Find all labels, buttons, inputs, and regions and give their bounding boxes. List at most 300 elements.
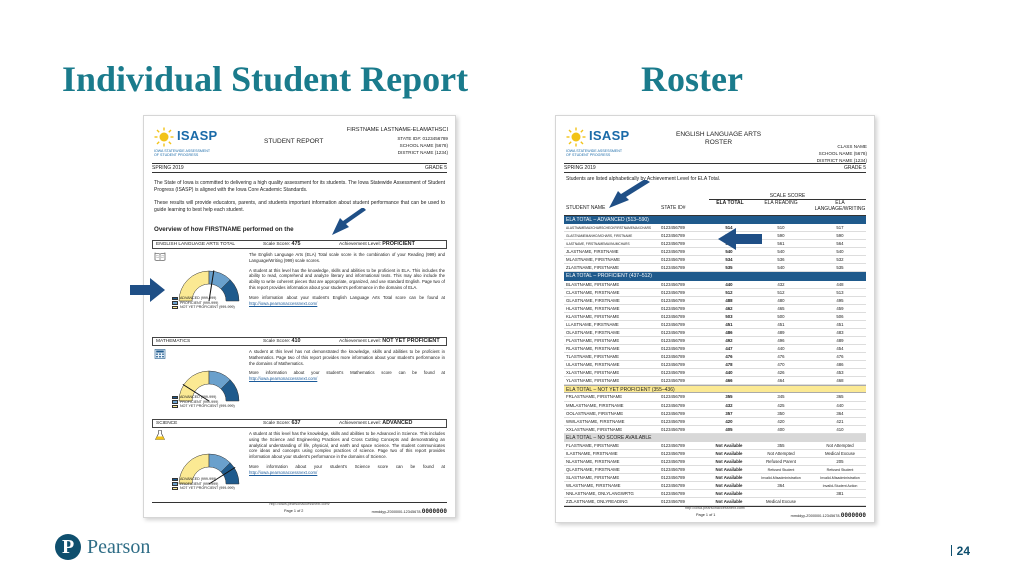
ela-reading-cell: 420: [777, 418, 785, 424]
roster-row: [564, 232, 866, 240]
ela-language-writing-cell: 489: [836, 337, 844, 343]
achievement-level-value: PROFICIENT: [382, 241, 415, 247]
roster-row: [564, 458, 866, 466]
roster-row: [564, 377, 866, 385]
scale-score: [263, 338, 301, 345]
logo-text: ISASP: [177, 128, 218, 143]
state-id-cell: 0123456789: [661, 305, 685, 311]
roster-row: [564, 442, 866, 450]
term: SPRING 2019: [152, 164, 184, 171]
ela-description: [249, 252, 445, 306]
student-name-cell: QLASTNAME, FIRSTNAME: [566, 467, 620, 473]
sun-logo-icon: [566, 127, 586, 147]
report-heading: STUDENT REPORT: [264, 138, 324, 145]
col-ela-total: ELA TOTAL: [716, 200, 744, 206]
ela-reading-cell: 440: [777, 346, 785, 352]
roster-row: [564, 393, 866, 401]
ela-language-writing-cell: 451: [836, 321, 844, 327]
slide-title-right: Roster: [641, 59, 743, 99]
ela-reading-cell: 400: [777, 426, 785, 432]
logo-subtitle-line-2: OF STUDENT PROGRESS: [566, 153, 611, 158]
isasp-logo: [566, 126, 646, 158]
col-ela-language-writing: ELA LANGUAGE/WRITING: [814, 200, 866, 212]
ela-language-writing-cell: 440: [836, 402, 844, 408]
ela-total-cell: Not Available: [715, 458, 743, 464]
state-id-cell: 0123456789: [661, 289, 685, 295]
ela-total-cell: Not Available: [715, 450, 743, 456]
roster-row: [564, 337, 866, 345]
ela-language-writing-cell: 513: [836, 289, 844, 295]
ela-text-3: More information about your student's English Language Arts Total score can be found at: [249, 294, 445, 300]
achievement-level: [339, 338, 440, 345]
ela-reading-cell: Refused Student: [767, 468, 795, 473]
ela-language-writing-cell: 506: [836, 313, 844, 319]
scale-score: [263, 420, 301, 427]
subject-name: ENGLISH LANGUAGE ARTS TOTAL: [156, 241, 236, 247]
ela-language-writing-cell: 590: [836, 233, 844, 239]
student-name-cell: CLASTNAME, FIRSTNAME: [566, 289, 620, 295]
state-id-cell: 0123456789: [661, 491, 685, 497]
scale-score-value: 637: [291, 420, 301, 426]
ela-language-writing-cell: Refused Student: [826, 468, 854, 473]
ela-language-writing-cell: 453: [836, 370, 844, 376]
ela-reading-cell: 470: [777, 362, 785, 368]
school-name: SCHOOL NAME (5678): [399, 142, 448, 148]
roster-heading-line-2: ROSTER: [705, 139, 733, 147]
ela-reading-cell: 464: [777, 378, 785, 384]
divider: [152, 172, 447, 173]
science-info-link[interactable]: http://iowa.pearsonaccessnext.com/: [249, 469, 318, 475]
roster-row: [564, 240, 866, 248]
logo-subtitle-line-1: IOWA STATEWIDE ASSESSMENT: [154, 149, 211, 153]
state-id-cell: 0123456789: [661, 402, 685, 408]
roster-section-header: ELA TOTAL – ADVANCED (513–590): [564, 216, 866, 224]
ela-reading-cell: 500: [777, 313, 785, 319]
ela-total-cell: 512: [725, 289, 733, 295]
state-id-cell: 0123456789: [661, 467, 685, 473]
math-text-1: A student at this level has not demonstrated the knowledge, skills and abilities to be proficient in Mathematics. Page two of this report provides more information about your student's performance in the domains of Mathematics.: [249, 349, 445, 366]
student-name-cell: XXLASTNAME, FIRSTNAME: [566, 426, 623, 432]
ela-reading-cell: 345: [777, 394, 785, 400]
state-id-cell: 0123456789: [661, 450, 685, 456]
achievement-level-label: Achievement Level:: [339, 421, 381, 426]
state-id-cell: 0123456789: [661, 297, 685, 303]
roster-section-header: ELA TOTAL – NO SCORE AVAILABLE: [564, 434, 866, 442]
student-name-cell: ILASTNAME, FIRSTNAME: [566, 450, 618, 456]
pearson-wordmark: Pearson: [87, 536, 151, 558]
state-id-cell: 0123456789: [661, 249, 685, 255]
footer-barcode: 0000000: [840, 512, 866, 519]
ela-total-cell: 355: [725, 394, 733, 400]
grade: GRADE 5: [844, 164, 866, 171]
ela-total-cell: 486: [725, 329, 733, 335]
ela-reading-cell: 590: [777, 233, 785, 239]
legend-not-yet-proficient: [172, 404, 235, 409]
student-name-cell: BLASTNAME, FIRSTNAME: [566, 281, 620, 287]
roster-row: [564, 466, 866, 474]
ela-total-cell: 492: [725, 337, 733, 343]
footer-code: [372, 508, 447, 516]
state-id-cell: 0123456789: [661, 483, 685, 489]
student-name-cell: GLASTNAME, FIRSTNAME: [566, 297, 620, 303]
science-text-1: A student at this level has the knowledge, skills and abilities to be Advanced in Science. This includes using the Science and Engineering Practices and Cross Cutting Concepts and demonstrating an analytical understanding of life, physical, and earth and space science. The student communicates core ideas and concepts using complex practices of science. Page two of this report provides information about your student's performance in the domains of Science.: [249, 431, 445, 460]
student-name-cell: ILASTNAME, FIRSTNAMEMAXNUMCHARS: [566, 242, 630, 247]
ela-language-writing-cell: 410: [836, 426, 844, 432]
slide-title-left: Individual Student Report: [62, 59, 469, 99]
footer-code-text: mmddyy-Z000000-12345678-: [790, 514, 841, 518]
ela-total-cell: Not Available: [715, 467, 743, 473]
scale-score-value: 410: [291, 338, 301, 344]
student-name-cell: OOLASTNAME, FIRSTNAME: [566, 410, 624, 416]
ela-total-cell: 420: [725, 418, 733, 424]
subject-bar-math: [152, 337, 447, 346]
ela-language-writing-cell: 459: [836, 305, 844, 311]
ela-reading-cell: 510: [777, 225, 785, 231]
roster-row: [564, 450, 866, 458]
student-name-cell: LLASTNAME, FIRSTNAME: [566, 321, 619, 327]
logo-text: ISASP: [589, 128, 630, 143]
roster-row: [564, 474, 866, 482]
student-name-cell: NLASTNAME, FIRSTNAME: [566, 458, 620, 464]
student-name-cell: OLASTNAME, FIRSTNAME: [566, 329, 620, 335]
state-id-cell: 0123456789: [661, 418, 685, 424]
ela-reading-cell: 350: [777, 410, 785, 416]
state-id-cell: 0123456789: [661, 475, 685, 481]
ela-info-link[interactable]: http://iowa.pearsonaccessnext.com/: [249, 300, 318, 306]
pearson-p-icon: P: [55, 534, 81, 560]
ela-language-writing-cell: 448: [836, 281, 844, 287]
ela-total-cell: 405: [725, 426, 733, 432]
ela-total-cell: Not Available: [715, 442, 743, 448]
ela-total-cell: 535: [725, 265, 733, 271]
legend-label: ADVANCED (999-999): [180, 296, 217, 300]
logo-subtitle-line-2: OF STUDENT PROGRESS: [154, 153, 199, 158]
ela-language-writing-cell: 564: [836, 241, 844, 247]
student-name-cell: WLASTNAME, FIRSTNAME: [566, 483, 621, 489]
ela-total-cell: Not Available: [715, 483, 743, 489]
state-id-cell: 0123456789: [661, 329, 685, 335]
student-name-cell: XLASTNAME, FIRSTNAME: [566, 370, 620, 376]
state-id-cell: 0123456789: [661, 458, 685, 464]
legend-label: NOT YET PROFICIENT (999-999): [180, 404, 235, 409]
col-state-id: STATE ID#: [661, 205, 686, 211]
ela-language-writing-cell: Invalid-Student Action: [822, 484, 858, 489]
roster-row: [564, 410, 866, 418]
state-id: STATE ID#: 0123456789: [397, 135, 448, 141]
state-id-cell: 0123456789: [661, 354, 685, 360]
scale-score-value: 475: [291, 241, 301, 247]
math-info-link[interactable]: http://iowa.pearsonaccessnext.com/: [249, 376, 318, 382]
roster-section-header: ELA TOTAL – NOT YET PROFICIENT (355–436): [564, 385, 866, 393]
flask-icon: [154, 430, 166, 440]
ela-total-cell: 440: [725, 370, 733, 376]
student-name-cell: ALASTNAMEMAXCHARSCHECKFIRSTNAMEMAXCHARS: [566, 226, 652, 231]
student-name-cell: ZLASTNAME, FIRSTNAME: [566, 265, 619, 271]
student-name-cell: ZZLASTNAME, ONLYREADING: [566, 499, 628, 505]
ela-reading-cell: Invalid-Misadministration: [761, 476, 801, 481]
ela-total-cell: Not Available: [715, 475, 743, 481]
ela-total-cell: 534: [725, 257, 733, 263]
state-id-cell: 0123456789: [661, 378, 685, 384]
roster-heading-line-1: ENGLISH LANGUAGE ARTS: [676, 131, 762, 138]
math-text-2: More information about your student's Mathematics score can be found at: [249, 370, 445, 376]
logo-subtitle: [566, 149, 622, 158]
state-id-cell: 0123456789: [661, 442, 685, 448]
state-id-cell: 0123456789: [661, 257, 685, 263]
ela-legend: [172, 296, 235, 310]
ela-total-cell: 540: [725, 249, 733, 255]
roster-row: [564, 402, 866, 410]
state-id-cell: 0123456789: [661, 410, 685, 416]
ela-language-writing-cell: 540: [836, 249, 844, 255]
district-name: DISTRICT NAME (1234): [816, 158, 867, 164]
divider: [564, 172, 866, 173]
roster-row: [564, 418, 866, 426]
student-name-cell: SLASTNAME, FIRSTNAME: [566, 475, 620, 481]
ela-reading-cell: 476: [777, 354, 785, 360]
achievement-level-label: Achievement Level:: [339, 339, 381, 344]
roster-heading: [676, 131, 761, 147]
state-id-cell: 0123456789: [661, 426, 685, 432]
science-legend: [172, 477, 235, 491]
achievement-level: [339, 241, 415, 248]
student-name-cell: FRLASTNAME, FIRSTNAME: [566, 394, 623, 400]
student-name-cell: NNLASTNAME, ONLYLANGWRTG: [566, 491, 634, 497]
scale-score-label: Scale Score:: [263, 242, 291, 247]
ela-text-2: A student at this level has the knowledge, skills and abilities to be proficient in ELA. This includes the ability to read, comprehend and analyze literary and informational texts. This may also include the ability to write coherent pieces that are appropriate, organized, and use standard English. Page two of this report provides information about your student's performance in the domains of ELA.: [249, 267, 445, 290]
book-icon: [154, 251, 166, 261]
roster-row: [564, 361, 866, 369]
intro-paragraph-2: These results will provide educators, parents, and students important information about student performance that can be used to guide learning to best help each student.: [154, 200, 445, 213]
ela-reading-cell: 451: [777, 321, 785, 327]
student-name-cell: GLASTNAMEMANHC/MCHARS, FIRSTNAME: [566, 234, 633, 239]
roster-document: [555, 115, 875, 523]
ela-reading-cell: 480: [777, 297, 785, 303]
ela-total-cell: 488: [725, 297, 733, 303]
ela-language-writing-cell: 517: [836, 225, 844, 231]
report-header-info: [347, 126, 448, 156]
ela-language-writing-cell: 486: [836, 362, 844, 368]
state-id-cell: 0123456789: [661, 281, 685, 287]
ela-total-cell: 432: [725, 402, 733, 408]
ela-reading-cell: 465: [777, 305, 785, 311]
overview-heading: Overview of how FIRSTNAME performed on the: [154, 226, 294, 233]
roster-row: [564, 353, 866, 361]
ela-reading-cell: Not Attempted: [767, 450, 795, 456]
ela-language-writing-cell: 468: [836, 378, 844, 384]
callout-arrow-overview: [330, 208, 370, 238]
roster-row: [564, 264, 866, 272]
scale-score-header: SCALE SCORE: [709, 193, 866, 200]
school-name: SCHOOL NAME (5678): [818, 151, 867, 157]
district-name: DISTRICT NAME (1234): [397, 149, 448, 155]
state-id-cell: 0123456789: [661, 370, 685, 376]
state-id-cell: 0123456789: [661, 362, 685, 368]
roster-row: [564, 281, 866, 289]
math-legend: [172, 395, 235, 409]
legend-label: PROFICIENT (999-999): [180, 399, 219, 404]
ela-language-writing-cell: 495: [836, 297, 844, 303]
legend-label: ADVANCED (999-999): [180, 477, 217, 481]
student-name-cell: RLASTNAME, FIRSTNAME: [566, 346, 620, 352]
student-name-cell: ULASTNAME, FIRSTNAME: [566, 362, 620, 368]
ela-language-writing-cell: 476: [836, 354, 844, 360]
roster-table-body: [564, 216, 866, 506]
roster-row: [564, 345, 866, 353]
state-id-cell: 0123456789: [661, 265, 685, 271]
roster-row: [564, 224, 866, 232]
achievement-level-label: Achievement Level:: [339, 242, 381, 247]
footer-code: [791, 512, 866, 520]
logo-subtitle: [154, 149, 210, 158]
state-id-cell: 0123456789: [661, 337, 685, 343]
roster-row: [564, 490, 866, 498]
roster-row: [564, 329, 866, 337]
footer-url: http://iowa.pearsonaccessnext.com/: [684, 506, 746, 510]
student-name-cell: HLASTNAME, FIRSTNAME: [566, 305, 620, 311]
pearson-logo: [55, 534, 185, 562]
intro-paragraph-1: The State of Iowa is committed to delivering a high quality assessment for its students. The Iowa Statewide Assessment of Student Progress (ISASP) is aligned with the Iowa Core Academic Standards.: [154, 180, 445, 193]
ela-text-1: The English Language Arts (ELA) Total scale score is the combination of your Reading (999) and Language/Writing (999) scale scores.: [249, 252, 445, 263]
roster-row: [564, 369, 866, 377]
roster-section-header: ELA TOTAL – PROFICIENT (437–512): [564, 272, 866, 280]
term-row: [564, 165, 866, 171]
roster-row: [564, 482, 866, 490]
legend-label: ADVANCED (999-999): [180, 395, 217, 399]
grade: GRADE 5: [425, 164, 447, 171]
ela-reading-cell: 540: [777, 265, 785, 271]
legend-label: PROFICIENT (999-999): [180, 300, 219, 305]
ela-reading-cell: 536: [777, 257, 785, 263]
state-id-cell: 0123456789: [661, 394, 685, 400]
roster-row: [564, 313, 866, 321]
ela-language-writing-cell: 535: [836, 265, 844, 271]
state-id-cell: 0123456789: [661, 241, 685, 247]
ela-language-writing-cell: Medical Excuse: [824, 450, 856, 456]
ela-total-cell: 451: [725, 321, 733, 327]
scale-score: [263, 241, 301, 248]
student-name-cell: TLASTNAME, FIRSTNAME: [566, 354, 619, 360]
roster-table: [564, 193, 866, 506]
student-name-cell: KLASTNAME, FIRSTNAME: [566, 313, 620, 319]
scale-score-label: Scale Score:: [263, 339, 291, 344]
roster-row: [564, 305, 866, 313]
student-name-cell: YLASTNAME, FIRSTNAME: [566, 378, 620, 384]
ela-reading-cell: 425: [777, 402, 785, 408]
col-ela-reading: ELA READING: [764, 200, 798, 206]
ela-total-cell: Not Available: [715, 491, 743, 497]
roster-intro: Students are listed alphabetically by Achievement Level for ELA Total.: [566, 176, 721, 182]
callout-arrow-roster-header: [606, 180, 652, 210]
ela-reading-cell: Medical Excuse: [765, 499, 797, 505]
state-id-cell: 0123456789: [661, 321, 685, 327]
math-description: [249, 349, 445, 382]
science-text-2: More information about your student's Science score can be found at: [249, 463, 445, 469]
ela-reading-cell: 540: [777, 249, 785, 255]
state-id-cell: 0123456789: [661, 346, 685, 352]
state-id-cell: 0123456789: [661, 233, 685, 239]
roster-row: [564, 321, 866, 329]
callout-arrow-gauge: [130, 277, 166, 303]
callout-arrow-roster-score: [716, 227, 762, 251]
logo-subtitle-line-1: IOWA STATEWIDE ASSESSMENT: [566, 149, 623, 153]
subject-name: SCIENCE: [156, 420, 178, 426]
ela-language-writing-cell: 365: [836, 394, 844, 400]
state-id-cell: 0123456789: [661, 225, 685, 231]
student-name-cell: JLASTNAME, FIRSTNAME: [566, 249, 619, 255]
ela-reading-cell: 432: [777, 281, 785, 287]
ela-language-writing-cell: 381: [836, 491, 844, 497]
calculator-icon: [154, 349, 166, 359]
legend-label: NOT YET PROFICIENT (999-999): [180, 305, 235, 310]
ela-reading-cell: Refused Parent: [766, 458, 796, 464]
state-id-cell: 0123456789: [661, 313, 685, 319]
ela-language-writing-cell: Not Attempted: [826, 442, 854, 448]
subject-bar-ela: [152, 240, 447, 249]
ela-reading-cell: 512: [777, 289, 785, 295]
class-name: CLASS NAME: [837, 144, 867, 149]
student-name-cell: WWLASTNAME, FIRSTNAME: [566, 418, 625, 424]
ela-reading-cell: 426: [777, 370, 785, 376]
student-report-document: [143, 115, 456, 518]
achievement-level-value: NOT YET PROFICIENT: [382, 338, 440, 344]
ela-language-writing-cell: 421: [836, 418, 844, 424]
ela-total-cell: 466: [725, 378, 733, 384]
ela-total-cell: 462: [725, 305, 733, 311]
col-student-name: STUDENT NAME: [566, 205, 606, 211]
roster-row: [564, 297, 866, 305]
student-name-cell: PLASTNAME, FIRSTNAME: [566, 337, 620, 343]
roster-header-info: [817, 143, 867, 164]
student-name-cell: MLASTNAME, FIRSTNAME: [566, 257, 620, 263]
legend-label: NOT YET PROFICIENT (999-999): [180, 486, 235, 491]
achievement-level: [339, 420, 412, 427]
slide-page-number: [951, 544, 970, 558]
student-name-cell: MMLASTNAME, FIRSTNAME: [566, 402, 624, 408]
page-number-text: 24: [956, 544, 970, 558]
ela-reading-cell: 489: [777, 329, 785, 335]
student-name: FIRSTNAME LASTNAME-ELAMATHSCI: [346, 127, 448, 133]
student-name-cell: FLASTNAME, FIRSTNAME: [566, 442, 619, 448]
legend-label: PROFICIENT (999-999): [180, 481, 219, 486]
ela-reading-cell: 561: [777, 241, 785, 247]
ela-total-cell: 476: [725, 354, 733, 360]
ela-total-cell: 503: [725, 313, 733, 319]
footer-barcode: 0000000: [421, 508, 447, 515]
ela-reading-cell: 355: [777, 442, 785, 448]
roster-row: [564, 256, 866, 264]
ela-total-cell: 478: [725, 362, 733, 368]
footer-page: Page 1 of 1: [696, 513, 716, 517]
ela-language-writing-cell: Invalid-Misadministration: [820, 476, 860, 481]
roster-row: [564, 426, 866, 434]
roster-row: [564, 289, 866, 297]
footer-url: http://iowa.pearsonaccessnext.com/: [269, 502, 330, 506]
ela-reading-cell: 364: [777, 483, 785, 489]
ela-language-writing-cell: 532: [836, 257, 844, 263]
scale-score-label: Scale Score:: [263, 421, 291, 426]
ela-language-writing-cell: 483: [836, 329, 844, 335]
isasp-logo: [154, 126, 234, 158]
term: SPRING 2019: [564, 164, 596, 171]
ela-language-writing-cell: 205: [836, 458, 844, 464]
science-description: [249, 431, 445, 476]
achievement-level-value: ADVANCED: [382, 420, 413, 426]
ela-total-cell: 440: [725, 281, 733, 287]
ela-total-cell: 357: [725, 410, 733, 416]
roster-row: [564, 248, 866, 256]
subject-name: MATHEMATICS: [156, 338, 191, 344]
